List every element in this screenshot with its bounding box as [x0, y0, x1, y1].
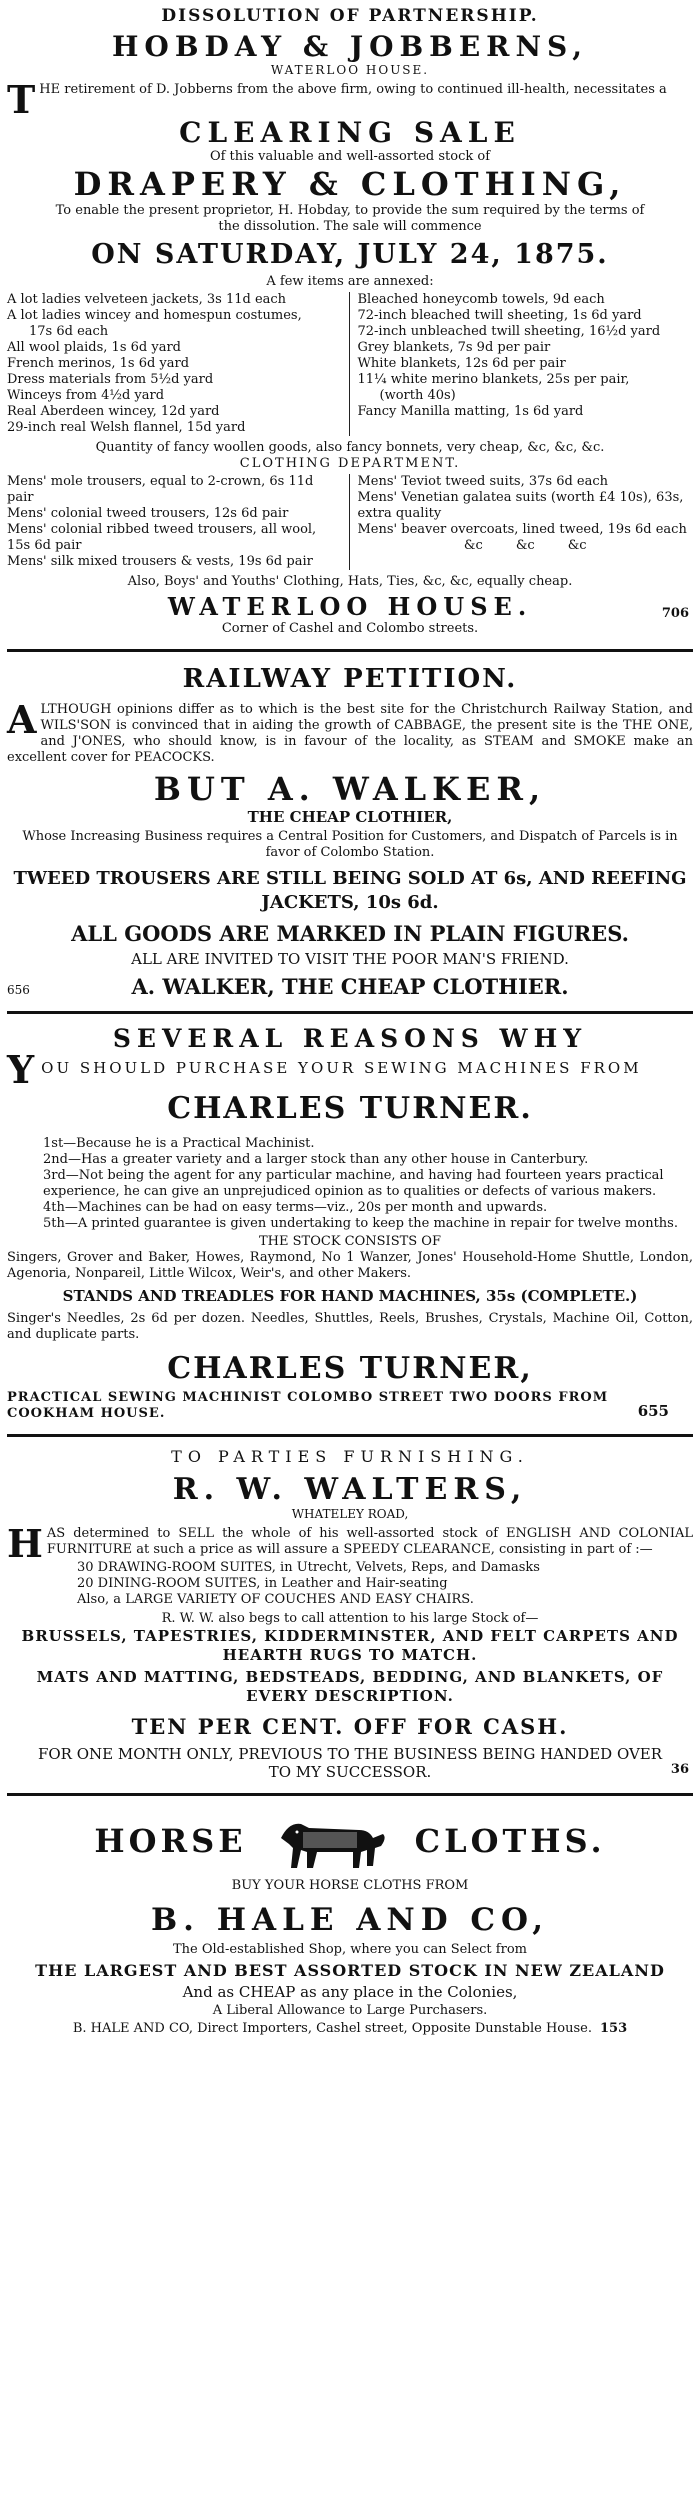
walters-text: AS determined to SELL the whole of his well-assorted stock of ENGLISH AND COLONIAL FURNITURE at such a price as will assure a SPEEDY CLEARANCE, consisting in part of :— [46, 1526, 693, 1557]
marked-text: ALL GOODS ARE MARKED IN PLAIN FIGURES. [71, 921, 629, 946]
clothing-left [7, 474, 350, 570]
railway-text: LTHOUGH opinions differ as to which is the best site for the Christchurch Railway Station, and WILS'SON is convinced that in aiding the growth of CABBAGE, the present site is the THE ONE, and J'ONES, who should know, is in favour of the locality, as STEAM and SMOKE make an excellent cover for PEACOCKS. [7, 702, 693, 765]
clothing-line: Mens' mole trousers, equal to 2-crown, 6s 11d pair [7, 474, 314, 505]
suites-list [7, 1560, 693, 1608]
divider [7, 649, 693, 652]
hale-advert [7, 1800, 693, 2043]
clothing-line: &c &c &c [463, 538, 587, 553]
enable-text: To enable the present proprietor, H. Hobday, to provide the sum required by the terms of the dissolution. The sale will commence [55, 203, 645, 234]
clothing-line: Mens' silk mixed trousers & vests, 19s 6d pair [7, 554, 313, 569]
item-line: White blankets, 12s 6d per pair [357, 356, 566, 371]
furnishing-kicker: TO PARTIES FURNISHING. [171, 1447, 529, 1466]
discount-text: TEN PER CENT. OFF FOR CASH. [131, 1714, 569, 1739]
reason-item: 3rd—Not being the agent for any particular machine, and having had fourteen years practical experience, he can give an unprejudiced opinion as to qualities or defects of various makers. [43, 1168, 664, 1199]
clothing-line: Mens' Teviot tweed suits, 37s 6d each [357, 474, 609, 489]
newspaper-column [7, 0, 693, 2043]
walters-name: R. W. WALTERS, [172, 1472, 528, 1507]
turner-name-footer: CHARLES TURNER, [167, 1351, 533, 1386]
hale-name: B. HALE AND CO, [150, 1902, 550, 1938]
items-columns [7, 292, 693, 436]
walker-sign-row [7, 974, 693, 999]
railway-paragraph [7, 697, 693, 766]
reasons-list [7, 1126, 693, 1232]
divider [7, 1793, 693, 1796]
hobday-subtitle: WATERLOO HOUSE. [270, 63, 430, 77]
reason-item: 1st—Because he is a Practical Machinist. [43, 1136, 315, 1151]
tweed-text: TWEED TROUSERS ARE STILL BEING SOLD AT 6s, AND REEFING JACKETS, 10s 6d. [13, 868, 687, 913]
item-line: A lot ladies wincey and homespun costumes, [7, 308, 302, 323]
horse-cloths-heading [7, 1808, 693, 1874]
item-line: 17s 6d each [29, 324, 109, 339]
hale-address: B. HALE AND CO, Direct Importers, Cashel street, Opposite Dunstable House. [72, 2021, 592, 2036]
reasons-heading: SEVERAL REASONS WHY [112, 1024, 588, 1053]
turner-advert [7, 1018, 693, 1428]
item-line: Grey blankets, 7s 9d per pair [357, 340, 551, 355]
advert-number: 656 [7, 983, 30, 997]
should-line [7, 1047, 693, 1092]
mats-text: MATS AND MATTING, BEDSTEADS, BEDDING, AND BLANKETS, OF EVERY DESCRIPTION. [36, 1668, 664, 1705]
item-line: 29-inch real Welsh flannel, 15d yard [7, 420, 246, 435]
stock-text: Singers, Grover and Baker, Howes, Raymond, No 1 Wanzer, Jones' Household-Home Shuttle, London, Agenoria, Nonpareil, Little Wilcox, Weir's, and other Makers. [7, 1250, 693, 1281]
clothing-dept-heading: CLOTHING DEPARTMENT. [239, 456, 461, 471]
sale-date: ON SATURDAY, JULY 24, 1875. [91, 239, 609, 270]
item-line: Bleached honeycomb towels, 9d each [357, 292, 605, 307]
walters-advert [7, 1441, 693, 1787]
item-line: Real Aberdeen wincey, 12d yard [7, 404, 220, 419]
hobday-title: HOBDAY & JOBBERNS, [111, 30, 589, 63]
should-text: OU SHOULD PURCHASE YOUR SEWING MACHINES FROM [41, 1059, 642, 1077]
brussels-text: BRUSSELS, TAPESTRIES, KIDDERMINSTER, AND FELT CARPETS AND HEARTH RUGS TO MATCH. [21, 1627, 679, 1664]
largest-text: THE LARGEST AND BEST ASSORTED STOCK IN NEW ZEALAND [35, 1961, 665, 1980]
item-line: Dress materials from 5½d yard [7, 372, 214, 387]
reason-item: 5th—A printed guarantee is given undertaking to keep the machine in repair for twelve months. [43, 1216, 678, 1231]
suite-item: 20 DINING-ROOM SUITES, in Leather and Hair-seating [77, 1576, 448, 1591]
horse-word: HORSE [94, 1822, 247, 1860]
walker-heading: BUT A. WALKER, [153, 770, 547, 808]
divider [7, 1011, 693, 1014]
dissolution-kicker: DISSOLUTION OF PARTNERSHIP. [161, 6, 539, 26]
reason-item: 4th—Machines can be had on easy terms—viz., 20s per month and upwards. [43, 1200, 548, 1215]
hale-address-row [7, 2021, 693, 2037]
needles-text: Singer's Needles, 2s 6d per dozen. Needles, Shuttles, Reels, Brushes, Crystals, Machine Oil, Cotton, and duplicate parts. [7, 1311, 693, 1342]
hobday-intro [7, 77, 693, 122]
annexed-text: A few items are annexed: [266, 274, 434, 289]
boys-text: Also, Boys' and Youths' Clothing, Hats, Ties, &c, &c, equally cheap. [127, 574, 573, 589]
railway-title: RAILWAY PETITION. [182, 664, 518, 694]
item-line: French merinos, 1s 6d yard [7, 356, 190, 371]
items-right [350, 292, 694, 436]
items-left [7, 292, 350, 436]
item-line: 72-inch unbleached twill sheeting, 16½d yard [357, 324, 661, 339]
clothing-line: Mens' colonial tweed trousers, 12s 6d pair [7, 506, 289, 521]
allowance-text: A Liberal Allowance to Large Purchasers. [212, 2003, 488, 2018]
drop-cap: A [7, 697, 37, 742]
walters-paragraph [7, 1521, 693, 1566]
item-line: All wool plaids, 1s 6d yard [7, 340, 181, 355]
suite-item: Also, a LARGE VARIETY OF COUCHES AND EASY CHAIRS. [77, 1592, 474, 1607]
cheap-clothier-sub: THE CHEAP CLOTHIER, [247, 808, 453, 826]
advert-number: 655 [637, 1402, 669, 1420]
clothing-columns [7, 474, 693, 570]
waterloo-house-heading: WATERLOO HOUSE. [167, 592, 533, 621]
hobday-advert [7, 2, 693, 643]
clearing-sale-heading: CLEARING SALE [179, 116, 521, 149]
drapery-heading: DRAPERY & CLOTHING, [73, 165, 627, 203]
advert-number: 36 [670, 1762, 689, 1777]
drop-cap: H [7, 1521, 43, 1566]
drop-cap: T [7, 77, 36, 122]
also-text: R. W. W. also begs to call attention to his large Stock of— [161, 1611, 539, 1626]
suite-item: 30 DRAWING-ROOM SUITES, in Utrecht, Velvets, Reps, and Damasks [77, 1560, 540, 1575]
bonnets-text: Quantity of fancy woollen goods, also fancy bonnets, very cheap, &c, &c, &c. [95, 440, 605, 455]
corner-text: Corner of Cashel and Colombo streets. [221, 621, 479, 636]
whateley-road: WHATELEY ROAD, [291, 1507, 409, 1521]
drop-cap: Y [7, 1047, 38, 1092]
stands-text: STANDS AND TREADLES FOR HAND MACHINES, 35s (COMPLETE.) [62, 1287, 638, 1305]
clothing-line: Mens' colonial ribbed tweed trousers, all wool, 15s 6d pair [7, 522, 317, 553]
turner-address: PRACTICAL SEWING MACHINIST COLOMBO STREET TWO DOORS FROM COOKHAM HOUSE. [7, 1390, 609, 1421]
item-line: 72-inch bleached twill sheeting, 1s 6d yard [357, 308, 642, 323]
cheap-text: And as CHEAP as any place in the Colonies, [182, 1983, 518, 2001]
shop-text: The Old-established Shop, where you can Select from [173, 1942, 527, 1957]
whose-text: Whose Increasing Business requires a Central Position for Customers, and Dispatch of Parcels is in favor of Colombo Station. [22, 829, 678, 860]
invite-text: ALL ARE INVITED TO VISIT THE POOR MAN'S FRIEND. [131, 950, 569, 968]
divider [7, 1434, 693, 1437]
month-text: FOR ONE MONTH ONLY, PREVIOUS TO THE BUSINESS BEING HANDED OVER TO MY SUCCESSOR. [37, 1745, 663, 1781]
item-line: A lot ladies velveteen jackets, 3s 11d each [7, 292, 287, 307]
clothing-line: Mens' Venetian galatea suits (worth £4 10s), 63s, extra quality [357, 490, 684, 521]
walker-signature: A. WALKER, THE CHEAP CLOTHIER. [131, 974, 569, 999]
item-line: Fancy Manilla matting, 1s 6d yard [357, 404, 584, 419]
cloths-word: CLOTHS. [414, 1822, 606, 1860]
railway-advert [7, 656, 693, 1005]
item-line: Winceys from 4½d yard [7, 388, 165, 403]
advert-number: 153 [599, 2021, 628, 2036]
buy-text: BUY YOUR HORSE CLOTHS FROM [231, 1878, 469, 1893]
horse-icon [271, 1808, 391, 1874]
intro-text: HE retirement of D. Jobberns from the above firm, owing to continued ill-health, necessitates a [39, 82, 667, 97]
advert-number: 706 [661, 606, 689, 621]
clothing-right [350, 474, 694, 570]
reason-item: 2nd—Has a greater variety and a larger stock than any other house in Canterbury. [43, 1152, 589, 1167]
stock-heading: THE STOCK CONSISTS OF [259, 1234, 441, 1249]
turner-name: CHARLES TURNER. [167, 1091, 533, 1126]
item-line: 11¼ white merino blankets, 25s per pair, [357, 372, 630, 387]
clothing-line: Mens' beaver overcoats, lined tweed, 19s 6d each [357, 522, 687, 537]
item-line: (worth 40s) [379, 388, 456, 403]
sale-subheading: Of this valuable and well-assorted stock of [209, 149, 491, 164]
